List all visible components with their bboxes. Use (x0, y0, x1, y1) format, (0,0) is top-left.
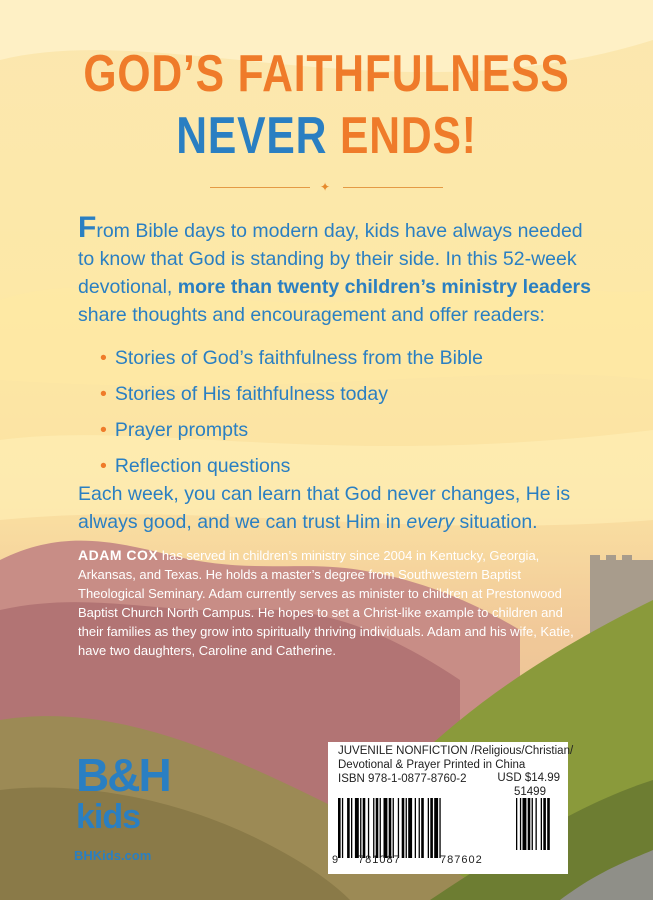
addon-bar (523, 798, 527, 850)
ornamental-divider (210, 180, 443, 194)
barcode-bar (338, 798, 341, 858)
barcode-panel (328, 742, 574, 874)
publisher-logo (74, 748, 170, 866)
list-item (100, 376, 483, 412)
addon-bar (541, 798, 542, 850)
barcode-digits-right: 787602 (440, 854, 483, 866)
bullet-icon: • (100, 383, 107, 405)
barcode-bar (419, 798, 420, 858)
barcode-bar (351, 798, 352, 858)
author-bio (78, 546, 578, 660)
feature-list (100, 340, 483, 484)
bullet-icon: • (100, 455, 107, 477)
intro-text-2: share thoughts and encouragement and offer readers: (78, 304, 545, 326)
outro-text-2: situation. (459, 511, 538, 533)
headline-never: NEVER (176, 107, 328, 165)
divider-line-right (343, 187, 443, 188)
intro-text-1: rom Bible days to modern day, kids have always needed to know that God is standing by their side. In this 52-week devotional, (78, 220, 583, 298)
diamond-star-icon: ✦ (320, 180, 331, 194)
price-text: USD $14.99 (497, 772, 560, 784)
barcode-bar (408, 798, 412, 858)
barcode-bar (421, 798, 424, 858)
isbn-text: ISBN 978-1-0877-8760-2 (338, 773, 467, 785)
list-item-text: Stories of His faithfulness today (114, 383, 388, 405)
addon-bar (532, 798, 533, 850)
barcode-bar (439, 798, 440, 858)
barcode-bar (380, 798, 381, 858)
barcode-bar (355, 798, 359, 858)
barcode-bar (406, 798, 407, 858)
addon-bar (543, 798, 546, 850)
addon-bar (520, 798, 521, 850)
barcode-bar (376, 798, 379, 858)
price-addon-code: 51499 (514, 786, 546, 798)
closing-paragraph (78, 480, 598, 536)
drop-cap: F (78, 211, 97, 244)
barcode-bar (434, 798, 438, 858)
author-bio-text: has served in children’s ministry since 2004 in Kentucky, Georgia, Arkansas, and Texas. He holds a master’s degree from Southwestern Baptist Theological Seminary. Adam currently serves as minister to children at Prestonwood Baptist Church North Campus. He hopes to set a Christ-like example to children and their families as they grow into spiritually thriving individuals. Adam and his wife, Katie, have two daughters, Caroline and Catherine. (78, 548, 574, 658)
addon-bar (528, 798, 531, 850)
bh-logo-mark: B&H (76, 749, 170, 801)
list-item-text: Stories of God’s faithfulness from the Bible (114, 347, 483, 369)
barcode-bar (389, 798, 392, 858)
barcode-bar (360, 798, 361, 858)
publisher-url: BHKids.com (74, 848, 152, 863)
kids-logo-word: kids (76, 798, 141, 836)
barcode-bar (363, 798, 366, 858)
barcode-bar (384, 798, 388, 858)
bullet-icon: • (100, 419, 107, 441)
outro-italic: every (406, 511, 455, 533)
list-item-text: Prayer prompts (114, 419, 249, 441)
headline-line-2 (59, 106, 594, 166)
addon-bar (516, 798, 517, 850)
list-item (100, 412, 483, 448)
barcode-bar (430, 798, 433, 858)
barcode-digit-first: 9 (332, 854, 340, 866)
barcode-bar (368, 798, 369, 858)
outro-text-1: Each week, you can learn that God never changes, He is always good, and we can trust Him in (78, 483, 571, 533)
barcode-bar (347, 798, 350, 858)
divider-line-left (210, 187, 310, 188)
barcode-bar (393, 798, 394, 858)
author-name: ADAM COX (78, 547, 159, 563)
category-line-2: Devotional & Prayer Printed in China (338, 759, 526, 771)
barcode-bar (415, 798, 416, 858)
barcode-bar (402, 798, 405, 858)
headline-ends: ENDS! (339, 107, 477, 165)
barcode-bar (398, 798, 399, 858)
list-item (100, 448, 483, 484)
intro-paragraph (78, 211, 598, 329)
barcode-digits-left: 781087 (358, 854, 401, 866)
list-item-text: Reflection questions (114, 455, 291, 477)
addon-bar (547, 798, 550, 850)
barcode-bar (342, 798, 343, 858)
headline-line-1: GOD’S FAITHFULNESS (83, 45, 570, 103)
list-item (100, 340, 483, 376)
bullet-icon: • (100, 347, 107, 369)
intro-bold-text: more than twenty children’s ministry leaders (177, 276, 591, 298)
barcode-bar (428, 798, 429, 858)
barcode-bar (373, 798, 374, 858)
category-line-1: JUVENILE NONFICTION /Religious/Christian/ (338, 745, 574, 757)
addon-bar (536, 798, 537, 850)
